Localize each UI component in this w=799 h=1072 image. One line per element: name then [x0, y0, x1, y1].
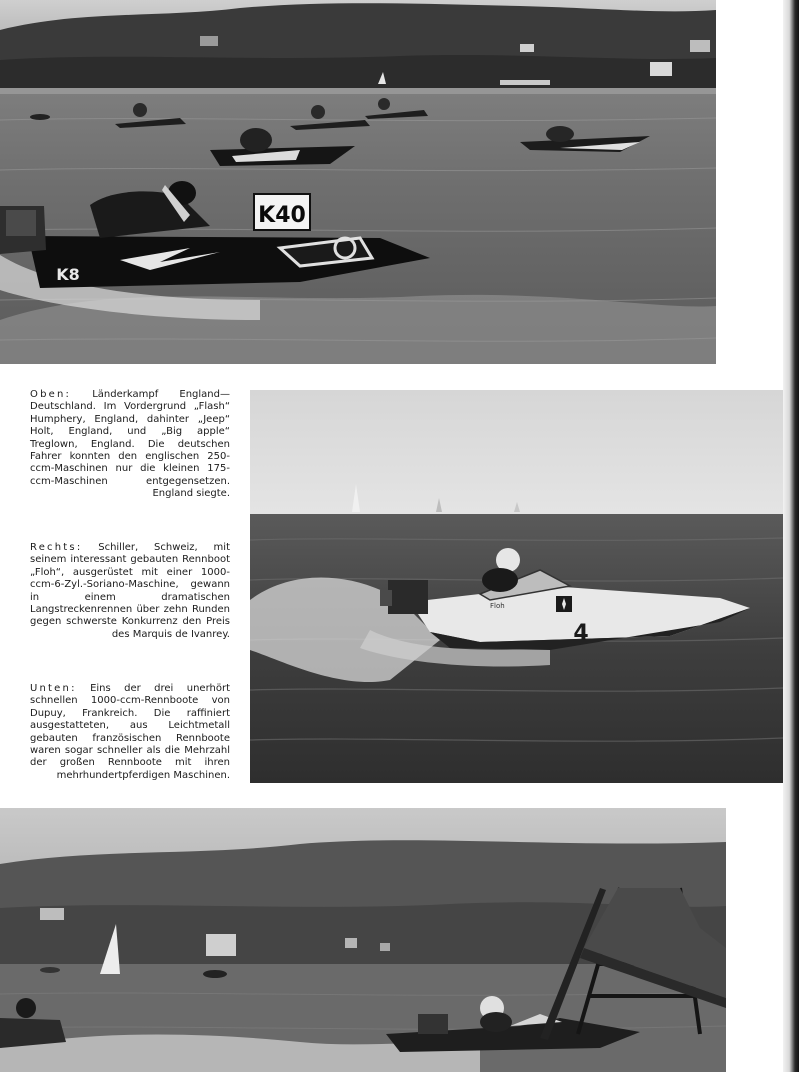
caption-rechts-text: Schiller, Schweiz, mit seinem interessant gebauten Rennboot „Floh“, ausgerüstet mit einer 1000-ccm-6-Zyl.-Soriano-Maschine, gewann in einem dramatischen Langstreckenrennen über zehn Runden gegen schwerste Konkurrenz den Preis des Marquis de Ivanrey.	[30, 542, 230, 640]
caption-unten-lead: Unten:	[30, 683, 77, 694]
photo-top-race	[0, 0, 716, 364]
boat-number-k8: K8	[56, 265, 80, 284]
boat-name-floh: Floh	[490, 602, 505, 610]
caption-rechts	[30, 542, 230, 641]
boat-number-4: 4	[573, 621, 589, 646]
photo-right-floh	[250, 390, 783, 783]
page-gutter	[783, 0, 799, 1072]
caption-oben-text: Länderkampf England—Deutschland. Im Vordergrund „Flash“ Humphery, England, dahinter „Jeep“ Holt, England, und „Big apple“ Treglown, England. Die deutschen Fahrer konnten den englischen 250-ccm-Maschinen nur die kleinen 175-ccm-Maschinen entgegensetzen. England siegte.	[30, 389, 230, 500]
caption-unten	[30, 683, 230, 782]
boat-number-k40: K40	[258, 203, 306, 228]
caption-oben-lead: Oben:	[30, 389, 72, 400]
caption-oben	[30, 389, 230, 501]
caption-unten-text: Eins der drei unerhört schnellen 1000-ccm-Rennboote von Dupuy, Frankreich. Die raffiniert ausgestatteten, aus Leichtmetall gebauten französischen Rennboote waren sogar schneller als die Mehrzahl der großen Rennboote mit ihren mehrhundertpferdigen Maschinen.	[30, 683, 230, 781]
caption-rechts-lead: Rechts:	[30, 542, 83, 553]
photo-bottom-dupuy	[0, 808, 726, 1072]
